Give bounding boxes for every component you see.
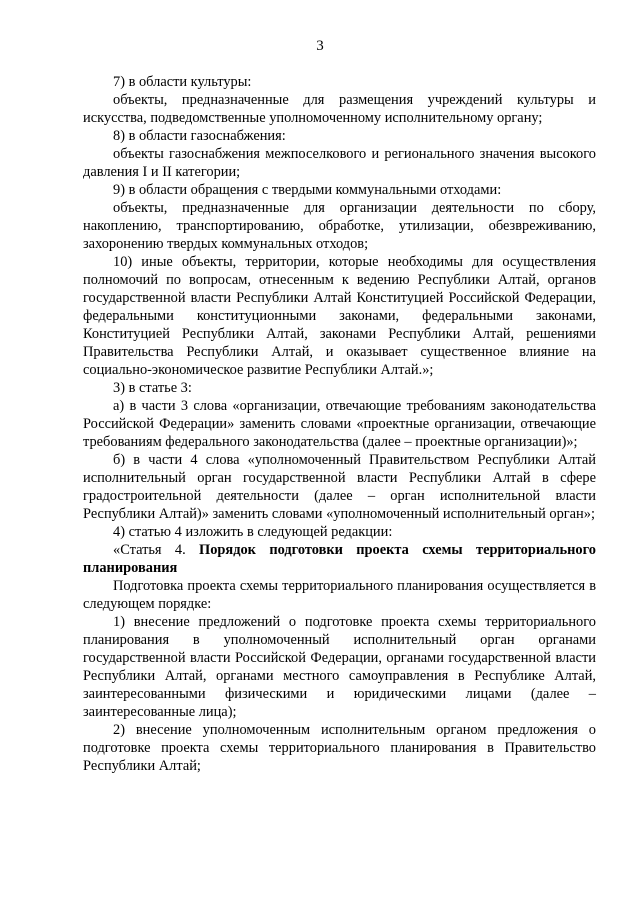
- waste-heading: 9) в области обращения с твердыми коммунальными отходами:: [113, 182, 502, 198]
- article4-title-bold: Порядок подготовки проекта схемы территориального планирования: [83, 542, 596, 576]
- article4-title: [83, 541, 596, 577]
- other-objects-paragraph: 10) иные объекты, территории, которые необходимы для осуществления полномочий по вопросам, отнесенным к ведению Республики Алтай, органов государственной власти Республики Алтай Конституцией Российской Федерации, федеральными конституционными законами, федеральными законами, Конституцией Республики Алтай, законами Республики Алтай, решениями Правительства Республики Алтай, и оказывает существенное влияние на социально-экономическое развитие Республики Алтай.»;: [83, 254, 596, 378]
- gas-heading: 8) в области газоснабжения:: [113, 128, 286, 144]
- article3-heading: 3) в статье 3:: [113, 380, 192, 396]
- article4-heading: 4) статью 4 изложить в следующей редакции:: [113, 524, 393, 540]
- article4-step1: 1) внесение предложений о подготовке проекта схемы территориального планирования в уполномоченный исполнительный орган органами государственной власти Российской Федерации, органами государственной власти Республики Алтай, органами местного самоуправления в Республике Алтай, заинтересованными физическими и юридическими лицами (далее – заинтересованные лица);: [83, 614, 596, 720]
- article4-title-prefix: «Статья 4.: [113, 542, 200, 558]
- gas-text: объекты газоснабжения межпоселкового и регионального значения высокого давления I и II категории;: [83, 146, 596, 180]
- page-number: 3: [316, 38, 324, 54]
- document-body: [83, 73, 596, 775]
- culture-text: объекты, предназначенные для размещения учреждений культуры и искусства, подведомственные уполномоченному исполнительному органу;: [83, 92, 596, 126]
- waste-text: объекты, предназначенные для организации деятельности по сбору, накоплению, транспортированию, обработке, утилизации, обезвреживанию, захоронению твердых коммунальных отходов;: [83, 200, 596, 252]
- article4-intro: Подготовка проекта схемы территориального планирования осуществляется в следующем порядке:: [83, 578, 596, 612]
- article3-item-a: а) в части 3 слова «организации, отвечающие требованиям законодательства Российской Федерации» заменить словами «проектные организации, отвечающие требованиям федерального законодательства (далее – проектные организации)»;: [83, 398, 596, 450]
- culture-heading: 7) в области культуры:: [113, 74, 252, 90]
- article4-step2: 2) внесение уполномоченным исполнительным органом предложения о подготовке проекта схемы территориального планирования в Правительство Республики Алтай;: [83, 722, 596, 774]
- article3-item-b: б) в части 4 слова «уполномоченный Правительством Республики Алтай исполнительный орган государственной власти Республики Алтай в сфере градостроительной деятельности (далее – орган исполнительной власти Республики Алтай)» заменить словами «уполномоченный исполнительный орган»;: [83, 452, 596, 522]
